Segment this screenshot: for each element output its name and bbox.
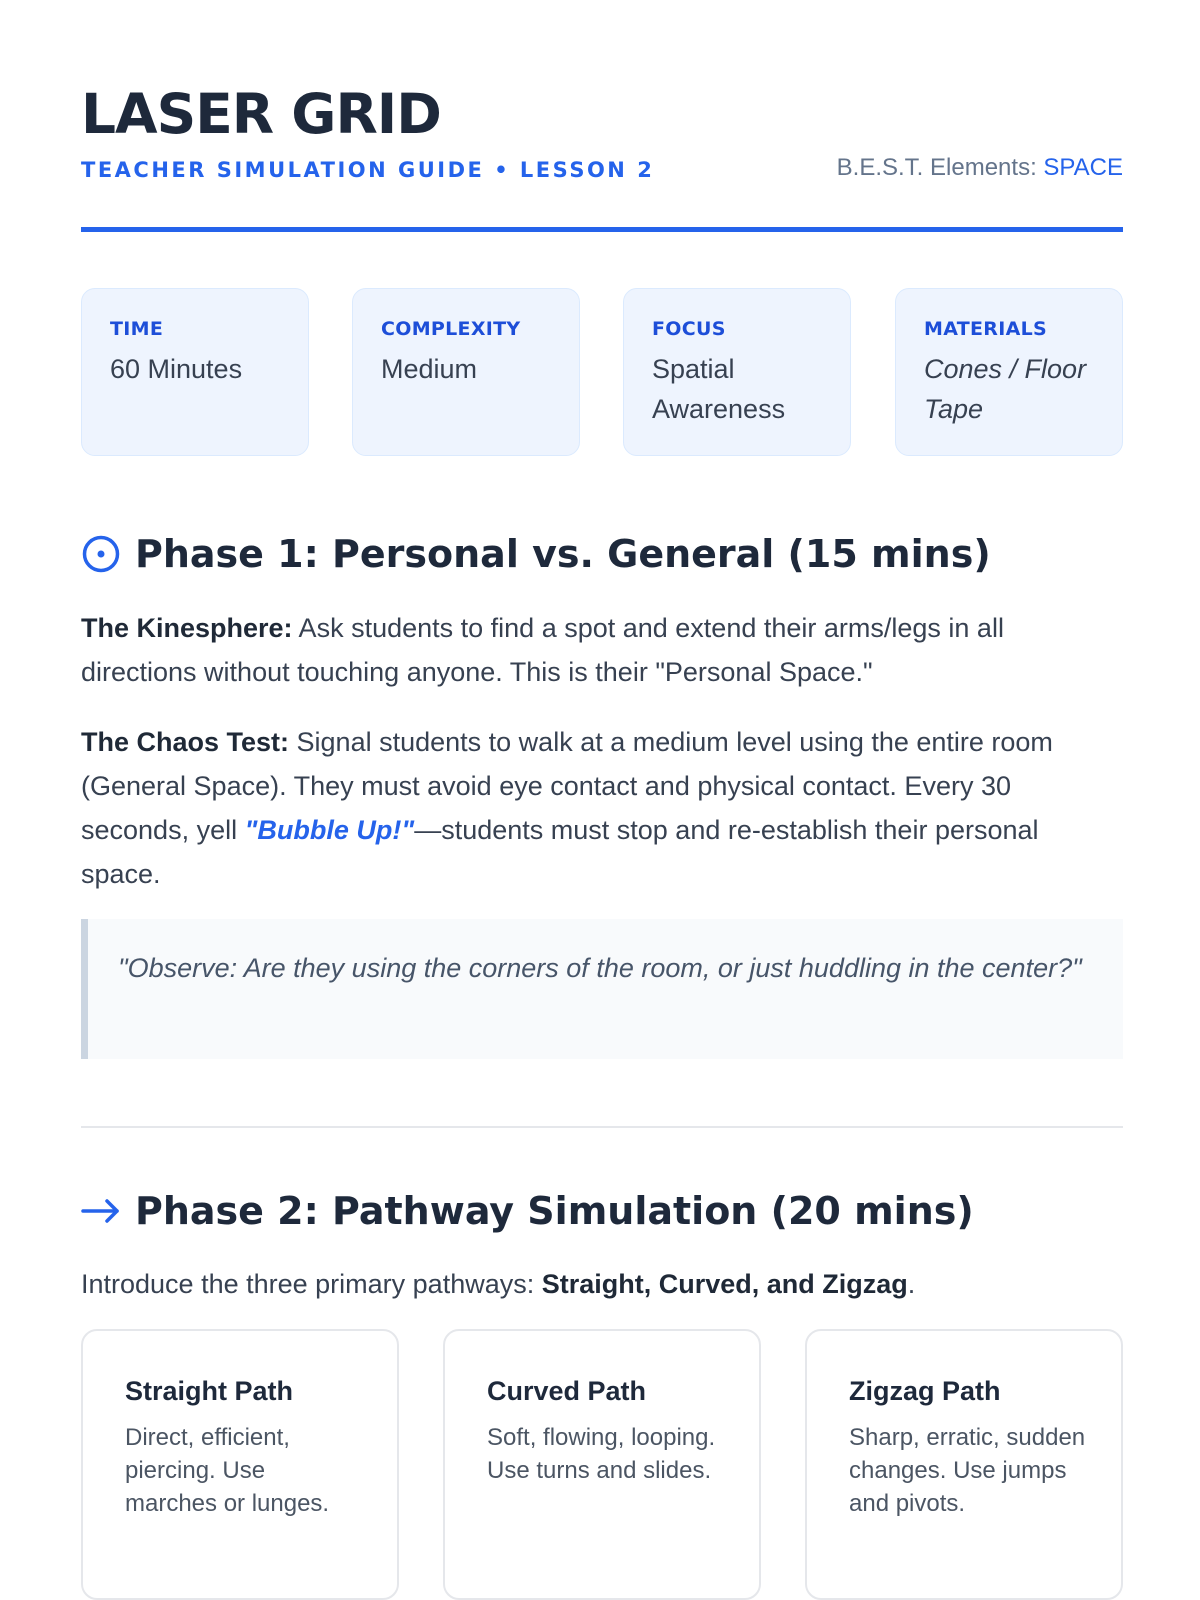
observe-quote: "Observe: Are they using the corners of the room, or just huddling in the center?" bbox=[81, 919, 1123, 1059]
pathways-intro-text: Introduce the three primary pathways: bbox=[81, 1269, 542, 1299]
path-description: Soft, flowing, looping. Use turns and slides. bbox=[487, 1424, 716, 1484]
path-title: Straight Path bbox=[125, 1376, 294, 1406]
stat-value: Cones / Floor Tape bbox=[924, 354, 1087, 424]
stat-card-complexity bbox=[352, 288, 580, 456]
best-elements-value: SPACE bbox=[1043, 154, 1123, 181]
page-title: LASER GRID bbox=[81, 82, 441, 146]
best-elements bbox=[837, 152, 1123, 184]
kinesphere-paragraph bbox=[81, 606, 1123, 694]
path-description: Direct, efficient, piercing. Use marches or lunges. bbox=[125, 1424, 330, 1517]
phase2-heading bbox=[81, 1184, 974, 1238]
section-divider bbox=[81, 1126, 1123, 1128]
pathways-intro bbox=[81, 1262, 1123, 1306]
path-card-zigzag bbox=[805, 1329, 1123, 1600]
path-title: Curved Path bbox=[487, 1376, 647, 1406]
pathways-intro-end: . bbox=[907, 1269, 916, 1299]
chaos-text-after: —students must stop and re-establish their personal space. bbox=[81, 815, 1039, 889]
stat-card-materials bbox=[895, 288, 1123, 456]
chaos-text-before: Signal students to walk at a medium level using the entire room (General Space). They must avoid eye contact and physical contact. Every 30 seconds, yell bbox=[81, 727, 1053, 845]
stat-label: COMPLEXITY bbox=[381, 318, 521, 340]
stat-value: Spatial Awareness bbox=[652, 354, 786, 424]
kinesphere-text: Ask students to find a spot and extend their arms/legs in all directions without touching anyone. This is their "Personal Space." bbox=[81, 613, 1004, 687]
stat-label: TIME bbox=[110, 318, 164, 340]
stat-value: Medium bbox=[381, 354, 478, 384]
path-card-straight bbox=[81, 1329, 399, 1600]
pathways-intro-bold: Straight, Curved, and Zigzag bbox=[541, 1269, 908, 1299]
page-subtitle: TEACHER SIMULATION GUIDE • LESSON 2 bbox=[81, 158, 655, 182]
chaos-label: The Chaos Test: bbox=[81, 727, 290, 757]
bubble-up-callout: "Bubble Up!" bbox=[244, 815, 415, 845]
path-title: Zigzag Path bbox=[849, 1376, 1001, 1406]
header-rule bbox=[81, 227, 1123, 232]
stat-label: FOCUS bbox=[652, 318, 726, 340]
path-description: Sharp, erratic, sudden changes. Use jumps and pivots. bbox=[849, 1424, 1086, 1517]
stat-label: MATERIALS bbox=[924, 318, 1047, 340]
target-circle-icon bbox=[81, 534, 121, 574]
chaos-test-paragraph bbox=[81, 720, 1123, 896]
kinesphere-label: The Kinesphere: bbox=[81, 613, 293, 643]
stat-card-focus bbox=[623, 288, 851, 456]
phase1-heading bbox=[81, 527, 991, 581]
best-elements-label: B.E.S.T. Elements: bbox=[836, 154, 1044, 181]
stat-value: 60 Minutes bbox=[110, 354, 243, 384]
phase2-heading-text: Phase 2: Pathway Simulation (20 mins) bbox=[135, 1189, 974, 1233]
stat-card-time bbox=[81, 288, 309, 456]
path-card-curved bbox=[443, 1329, 761, 1600]
phase1-heading-text: Phase 1: Personal vs. General (15 mins) bbox=[135, 532, 991, 576]
arrow-right-icon bbox=[81, 1191, 121, 1231]
